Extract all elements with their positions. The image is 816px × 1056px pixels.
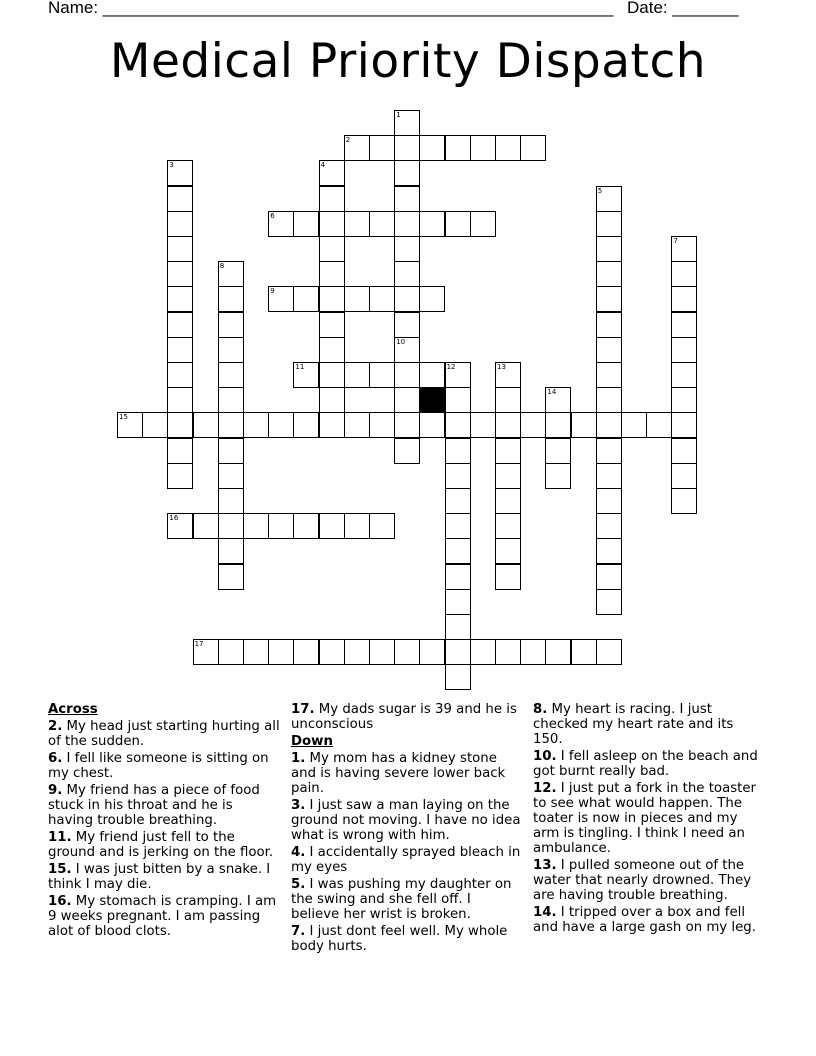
crossword-cell[interactable]	[344, 211, 370, 237]
clue-across-11: 11. My friend just fell to the ground and is jerking on the floor.	[48, 830, 274, 860]
crossword-cell[interactable]	[596, 438, 622, 464]
crossword-cell[interactable]	[319, 412, 345, 438]
crossword-cell[interactable]	[193, 639, 219, 665]
clue-number: 16	[169, 514, 179, 523]
crossword-cell[interactable]	[495, 412, 521, 438]
crossword-cell[interactable]	[394, 438, 420, 464]
crossword-cell[interactable]	[445, 664, 471, 690]
crossword-cell[interactable]	[596, 312, 622, 338]
crossword-cell[interactable]	[218, 286, 244, 312]
crossword-cell[interactable]	[218, 564, 244, 590]
crossword-cell[interactable]	[167, 236, 193, 262]
crossword-cell[interactable]	[319, 362, 345, 388]
crossword-cell[interactable]	[344, 639, 370, 665]
crossword-cell[interactable]	[671, 488, 697, 514]
crossword-cell[interactable]	[671, 261, 697, 287]
crossword-cell[interactable]	[596, 564, 622, 590]
clue-down-5: 5. I was pushing my daughter on the swing and she fell off. I believe her wrist is broken.	[291, 877, 512, 922]
clue-number: 13	[497, 363, 506, 371]
crossword-cell[interactable]	[394, 312, 420, 338]
date-field-label: Date: _______	[627, 0, 739, 17]
crossword-cell[interactable]	[319, 286, 345, 312]
crossword-cell[interactable]	[243, 639, 269, 665]
crossword-cell[interactable]	[596, 412, 622, 438]
crossword-cell[interactable]	[445, 564, 471, 590]
crossword-cell[interactable]	[268, 286, 294, 312]
crossword-cell[interactable]	[243, 513, 269, 539]
clue-number: 6	[270, 211, 275, 220]
crossword-cell[interactable]	[671, 463, 697, 489]
crossword-cell[interactable]	[419, 286, 445, 312]
crossword-cell[interactable]	[293, 362, 319, 388]
crossword-cell[interactable]	[571, 639, 597, 665]
clue-down-7: 7. I just dont feel well. My whole body hurts.	[291, 924, 508, 954]
crossword-cell[interactable]	[419, 211, 445, 237]
clue-number: 7	[673, 237, 678, 245]
crossword-cell[interactable]	[671, 412, 697, 438]
crossword-cell[interactable]	[470, 639, 496, 665]
crossword-cell[interactable]	[319, 312, 345, 338]
crossword-cell[interactable]	[419, 362, 445, 388]
clue-number: 10	[396, 337, 406, 346]
crossword-cell[interactable]	[167, 160, 193, 186]
clue-down-12: 12. I just put a fork in the toaster to see what would happen. The toater is now in pieces and my arm is tingling. I think I need an ambulance.	[533, 781, 757, 856]
clue-number: 2	[345, 136, 351, 145]
crossword-cell[interactable]	[445, 135, 471, 161]
clues-column-3	[533, 702, 765, 937]
crossword-cell[interactable]	[596, 337, 622, 363]
crossword-cell[interactable]	[218, 488, 244, 514]
crossword-cell[interactable]	[520, 135, 546, 161]
clue-down-10: 10. I fell asleep on the beach and got burnt really bad.	[533, 749, 758, 779]
crossword-cell[interactable]	[419, 639, 445, 665]
crossword-cell[interactable]	[394, 387, 420, 413]
crossword-cell[interactable]	[545, 387, 571, 413]
crossword-cell[interactable]	[394, 160, 420, 186]
crossword-cell[interactable]	[445, 438, 471, 464]
crossword-cell[interactable]	[596, 538, 622, 564]
crossword-cell[interactable]	[445, 589, 471, 615]
clue-number: 8	[219, 262, 225, 271]
crossword-cell[interactable]	[117, 412, 143, 438]
crossword-cell[interactable]	[243, 412, 269, 438]
crossword-cell[interactable]	[319, 513, 345, 539]
crossword-cell[interactable]	[419, 412, 445, 438]
crossword-cell[interactable]	[142, 412, 168, 438]
crossword-cell[interactable]	[596, 186, 622, 212]
clue-number: 14	[547, 388, 557, 397]
crossword-cell[interactable]	[167, 186, 193, 212]
crossword-cell[interactable]	[445, 639, 471, 665]
crossword-cell[interactable]	[193, 412, 219, 438]
crossword-cell[interactable]	[495, 639, 521, 665]
clue-down-3: 3. I just saw a man laying on the ground not moving. I have no idea what is wrong with him.	[291, 798, 521, 843]
crossword-cell[interactable]	[344, 412, 370, 438]
crossword-cell[interactable]	[671, 236, 697, 262]
crossword-cell[interactable]	[369, 286, 395, 312]
down-heading: Down	[291, 734, 333, 749]
crossword-cell[interactable]	[445, 362, 471, 388]
clue-number: 17	[194, 640, 204, 649]
crossword-cell[interactable]	[319, 236, 345, 262]
clue-number: 3	[169, 161, 174, 170]
clue-across-15: 15. I was just bitten by a snake. I think I may die.	[48, 862, 271, 892]
crossword-cell[interactable]	[470, 412, 496, 438]
crossword-cell[interactable]	[293, 211, 319, 237]
crossword-cell[interactable]	[369, 362, 395, 388]
crossword-cell[interactable]	[293, 513, 319, 539]
crossword-cell[interactable]	[167, 412, 193, 438]
crossword-cell[interactable]	[218, 538, 244, 564]
crossword-cell[interactable]	[495, 463, 521, 489]
clue-across-6: 6. I fell like someone is sitting on my chest.	[48, 751, 269, 781]
crossword-cell[interactable]	[369, 412, 395, 438]
crossword-cell[interactable]	[495, 362, 521, 388]
name-field-label: Name: ______________________________________________________	[48, 0, 614, 17]
clue-number: 4	[320, 161, 326, 170]
crossword-cell[interactable]	[545, 412, 571, 438]
crossword-cell[interactable]	[520, 639, 546, 665]
crossword-cell[interactable]	[218, 261, 244, 287]
crossword-cell[interactable]	[394, 639, 420, 665]
crossword-cell[interactable]	[218, 463, 244, 489]
crossword-cell[interactable]	[319, 160, 345, 186]
clue-down-1: 1. My mom has a kidney stone and is having severe lower back pain.	[291, 751, 506, 796]
clue-down-13: 13. I pulled someone out of the water that nearly drowned. They are having trouble breathing.	[533, 858, 752, 903]
crossword-cell[interactable]	[268, 513, 294, 539]
crossword-cell[interactable]	[445, 488, 471, 514]
crossword-cell[interactable]	[268, 211, 294, 237]
crossword-cell[interactable]	[596, 236, 622, 262]
clue-number: 9	[270, 287, 275, 296]
crossword-cell[interactable]	[369, 135, 395, 161]
crossword-cell[interactable]	[445, 538, 471, 564]
crossword-cell[interactable]	[369, 639, 395, 665]
crossword-cell[interactable]	[394, 186, 420, 212]
crossword-cell[interactable]	[167, 463, 193, 489]
crossword-cell[interactable]	[167, 261, 193, 287]
crossword-cell[interactable]	[495, 387, 521, 413]
crossword-cell[interactable]	[369, 513, 395, 539]
crossword-cell[interactable]	[545, 438, 571, 464]
crossword-cell[interactable]	[445, 463, 471, 489]
across-heading: Across	[48, 702, 98, 717]
crossword-cell[interactable]	[218, 412, 244, 438]
crossword-cell[interactable]	[671, 312, 697, 338]
crossword-cell[interactable]	[394, 110, 420, 136]
clue-down-4: 4. I accidentally sprayed bleach in my eyes	[291, 845, 521, 875]
clue-across-9: 9. My friend has a piece of food stuck in his throat and he is having trouble breathing.	[48, 783, 260, 828]
clue-down-8: 8. My heart is racing. I just checked my heart rate and its 150.	[533, 702, 734, 747]
crossword-cell[interactable]	[671, 438, 697, 464]
crossword-cell[interactable]	[495, 488, 521, 514]
crossword-cell[interactable]	[344, 362, 370, 388]
crossword-cell[interactable]	[495, 564, 521, 590]
crossword-cell[interactable]	[319, 211, 345, 237]
crossword-cell[interactable]	[268, 639, 294, 665]
crossword-cell[interactable]	[596, 261, 622, 287]
crossword-cell[interactable]	[344, 286, 370, 312]
clue-number: 1	[396, 111, 401, 119]
clues-column-2	[291, 702, 523, 956]
crossword-cell[interactable]	[218, 639, 244, 665]
crossword-cell[interactable]	[167, 438, 193, 464]
crossword-cell[interactable]	[596, 639, 622, 665]
crossword-cell[interactable]	[218, 362, 244, 388]
crossword-cell[interactable]	[470, 211, 496, 237]
crossword-cell[interactable]	[369, 211, 395, 237]
crossword-cell[interactable]	[319, 639, 345, 665]
crossword-cell[interactable]	[671, 286, 697, 312]
crossword-cell[interactable]	[520, 412, 546, 438]
crossword-cell[interactable]	[293, 286, 319, 312]
crossword-cell[interactable]	[394, 286, 420, 312]
crossword-cell[interactable]	[596, 211, 622, 237]
clue-across-17: 17. My dads sugar is 39 and he is unconscious	[291, 702, 517, 732]
crossword-cell[interactable]	[218, 312, 244, 338]
crossword-cell[interactable]	[319, 337, 345, 363]
crossword-cell[interactable]	[671, 387, 697, 413]
crossword-cell[interactable]	[394, 337, 420, 363]
crossword-cell[interactable]	[394, 362, 420, 388]
crossword-cell[interactable]	[545, 463, 571, 489]
crossword-cell[interactable]	[671, 362, 697, 388]
crossword-cell[interactable]	[596, 488, 622, 514]
crossword-cell[interactable]	[596, 362, 622, 388]
crossword-cell[interactable]	[293, 639, 319, 665]
clue-across-2: 2. My head just starting hurting all of the sudden.	[48, 719, 280, 749]
crossword-cell[interactable]	[470, 135, 496, 161]
crossword-cell[interactable]	[596, 589, 622, 615]
crossword-cell[interactable]	[394, 412, 420, 438]
crossword-cell[interactable]	[646, 412, 672, 438]
crossword-cell[interactable]	[495, 513, 521, 539]
crossword-cell[interactable]	[394, 261, 420, 287]
crossword-cell[interactable]	[495, 438, 521, 464]
crossword-cell[interactable]	[596, 513, 622, 539]
crossword-cell[interactable]	[268, 412, 294, 438]
crossword-cell[interactable]	[596, 463, 622, 489]
crossword-cell[interactable]	[167, 211, 193, 237]
crossword-cell[interactable]	[167, 362, 193, 388]
crossword-cell[interactable]	[571, 412, 597, 438]
crossword-cell[interactable]	[193, 513, 219, 539]
crossword-cell[interactable]	[445, 614, 471, 640]
crossword-cell[interactable]	[394, 211, 420, 237]
crossword-cell[interactable]	[344, 135, 370, 161]
clues-column-1	[48, 702, 280, 941]
crossword-cell[interactable]	[445, 387, 471, 413]
crossword-cell[interactable]	[596, 286, 622, 312]
crossword-cell[interactable]	[167, 286, 193, 312]
crossword-cell[interactable]	[445, 412, 471, 438]
crossword-cell[interactable]	[545, 639, 571, 665]
clue-number: 12	[446, 363, 456, 371]
page-title: Medical Priority Dispatch	[109, 34, 707, 89]
crossword-cell[interactable]	[344, 513, 370, 539]
crossword-cell[interactable]	[218, 387, 244, 413]
crossword-cell[interactable]	[218, 438, 244, 464]
crossword-cell[interactable]	[419, 135, 445, 161]
crossword-cell[interactable]	[218, 513, 244, 539]
crossword-cell[interactable]	[167, 513, 193, 539]
crossword-cell[interactable]	[319, 387, 345, 413]
clue-number: 5	[597, 186, 603, 195]
crossword-cell[interactable]	[596, 387, 622, 413]
clue-number: 15	[119, 413, 128, 422]
crossword-cell[interactable]	[167, 312, 193, 338]
crossword-cell[interactable]	[394, 135, 420, 161]
crossword-cell[interactable]	[495, 538, 521, 564]
crossword-cell[interactable]	[445, 211, 471, 237]
crossword-cell[interactable]	[293, 412, 319, 438]
crossword-cell[interactable]	[671, 337, 697, 363]
crossword-cell[interactable]	[167, 337, 193, 363]
clue-across-16: 16. My stomach is cramping. I am 9 weeks pregnant. I am passing alot of blood clots.	[48, 894, 277, 939]
crossword-cell[interactable]	[218, 337, 244, 363]
crossword-cell[interactable]	[495, 135, 521, 161]
crossword-cell[interactable]	[167, 387, 193, 413]
crossword-cell[interactable]	[445, 513, 471, 539]
clue-number: 11	[295, 363, 305, 371]
crossword-cell[interactable]	[621, 412, 647, 438]
crossword-black-cell	[419, 387, 445, 413]
crossword-cell[interactable]	[319, 261, 345, 287]
crossword-cell[interactable]	[394, 236, 420, 262]
clue-down-14: 14. I tripped over a box and fell and have a large gash on my leg.	[533, 905, 756, 935]
crossword-cell[interactable]	[319, 186, 345, 212]
